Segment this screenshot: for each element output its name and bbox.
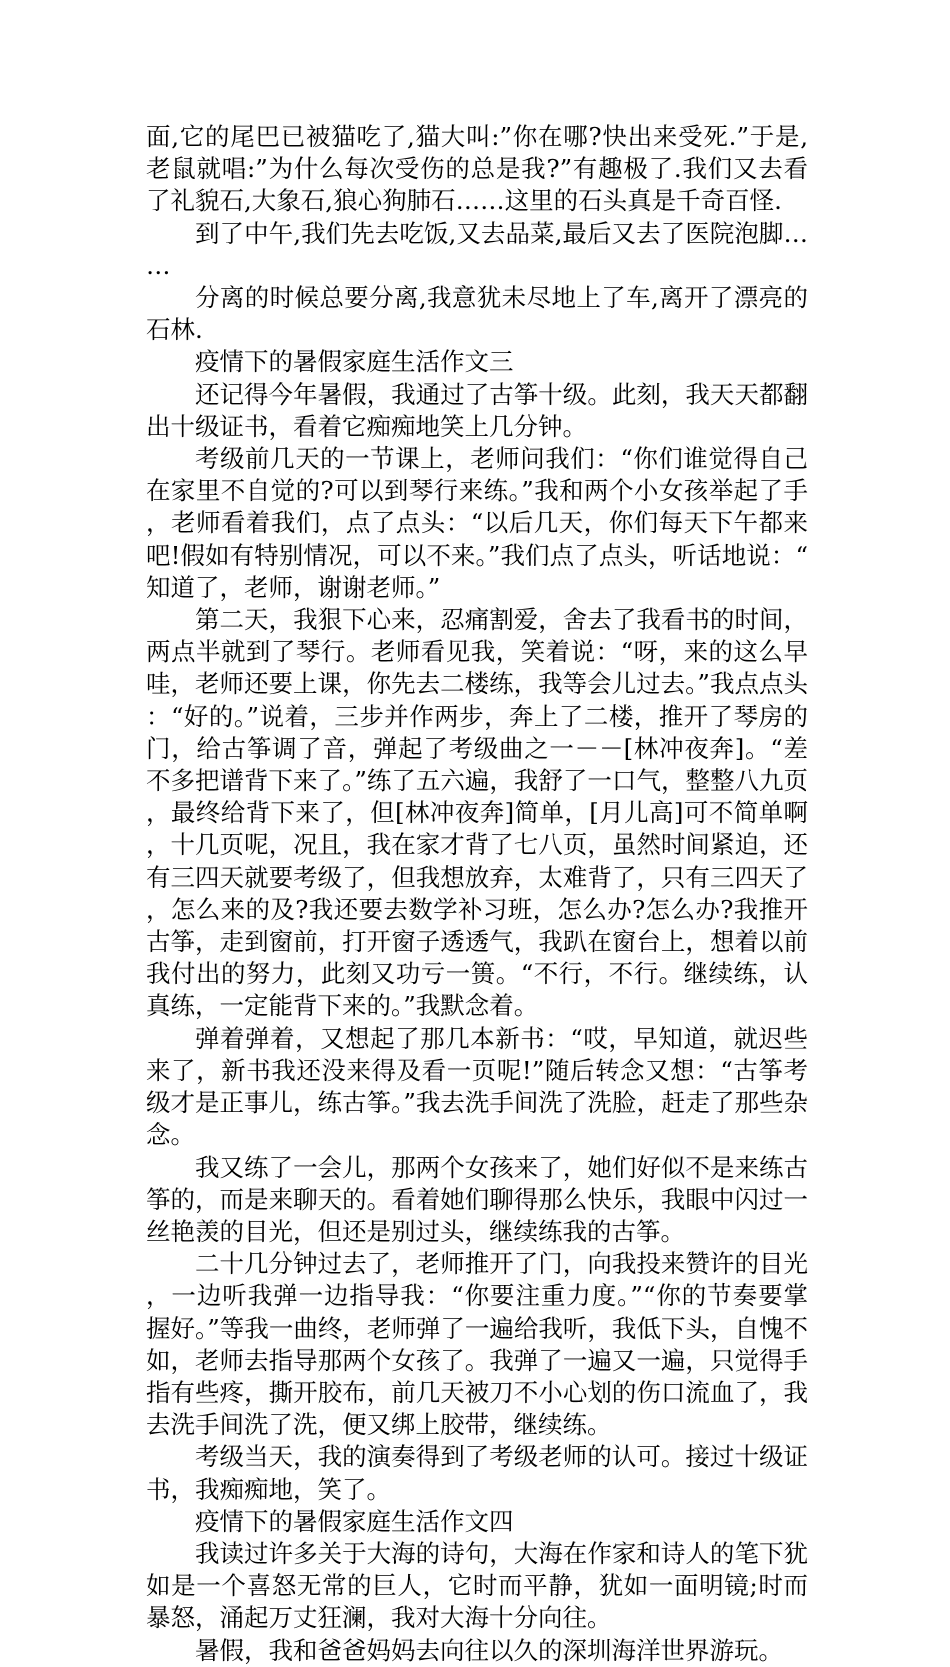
paragraph: 分离的时候总要分离,我意犹未尽地上了车,离开了漂亮的石林. xyxy=(146,283,808,345)
paragraph: 我又练了一会儿，那两个女孩来了，她们好似不是来练古筝的，而是来聊天的。看着她们聊得那么快乐，我眼中闪过一丝艳羡的目光，但还是别过头，继续练我的古筝。 xyxy=(146,1152,808,1246)
paragraph: 还记得今年暑假，我通过了古筝十级。此刻，我天天都翻出十级证书，看着它痴痴地笑上几分钟。 xyxy=(146,379,808,441)
paragraph: 暑假，我和爸爸妈妈去向往以久的深圳海洋世界游玩。 xyxy=(195,1635,783,1665)
paragraph: 第二天，我狠下心来，忍痛割爱，舍去了我看书的时间，两点半就到了琴行。老师看见我，笑着说：“呀，来的这么早哇，老师还要上课，你先去二楼练，我等会儿过去。”我点点头：“好的。”说着，三步并作两步，奔上了二楼，推开了琴房的门，给古筝调了音，弹起了考级曲之一－－[林冲夜奔]。“差不多把谱背下来了。”练了五六遍，我舒了一口气，整整八九页，最终给背下来了，但[林冲夜奔]简单，[月儿高]可不简单啊，十几页呢，况且，我在家才背了七八页，虽然时间紧迫，还有三四天就要考级了，但我想放弃，太难背了，只有三四天了，怎么来的及?我还要去数学补习班，怎么办?怎么办?我推开古筝，走到窗前，打开窗子透透气，我趴在窗台上，想着以前我付出的努力，此刻又功亏一篑。“不行，不行。继续练，认真练，一定能背下来的。”我默念着。 xyxy=(146,605,808,1021)
paragraph: 二十几分钟过去了，老师推开了门，向我投来赞许的目光，一边听我弹一边指导我：“你要注重力度。”“你的节奏要掌握好。”等我一曲终，老师弹了一遍给我听，我低下头，自愧不如，老师去指导那两个女孩了。我弹了一遍又一遍，只觉得手指有些疼，撕开胶布，前几天被刀不小心划的伤口流血了，我去洗手间洗了洗，便又绑上胶带，继续练。 xyxy=(146,1249,808,1440)
paragraph-continued: 面,它的尾巴已被猫吃了,猫大叫:”你在哪?快出来受死.”于是,老鼠就唱:”为什么每次受伤的总是我?”有趣极了.我们又去看了礼貌石,大象石,狼心狗肺石……这里的石头真是千奇百怪. xyxy=(146,122,808,216)
paragraph: 我读过许多关于大海的诗句，大海在作家和诗人的笔下犹如是一个喜怒无常的巨人，它时而平静，犹如一面明镜;时而暴怒，涌起万丈狂澜，我对大海十分向往。 xyxy=(146,1538,808,1633)
paragraph: 到了中午,我们先去吃饭,又去品菜,最后又去了医院泡脚…… xyxy=(146,218,808,280)
paragraph: 考级当天，我的演奏得到了考级老师的认可。接过十级证书，我痴痴地，笑了。 xyxy=(146,1442,808,1504)
paragraph: 考级前几天的一节课上，老师问我们：“你们谁觉得自己在家里不自觉的?可以到琴行来练。”我和两个小女孩举起了手，老师看着我们，点了点头：“以后几天，你们每天下午都来吧!假如有特别情况，可以不来。”我们点了点头，听话地说：“知道了，老师，谢谢老师。” xyxy=(146,444,808,602)
document-page xyxy=(146,121,808,1667)
section-heading: 疫情下的暑假家庭生活作文四 xyxy=(195,1506,514,1536)
paragraph: 弹着弹着，又想起了那几本新书：“哎，早知道，就迟些来了，新书我还没来得及看一页呢!”随后转念又想：“古筝考级才是正事儿，练古筝。”我去洗手间洗了洗脸，赶走了那些杂念。 xyxy=(146,1023,808,1150)
section-heading: 疫情下的暑假家庭生活作文三 xyxy=(195,347,514,377)
